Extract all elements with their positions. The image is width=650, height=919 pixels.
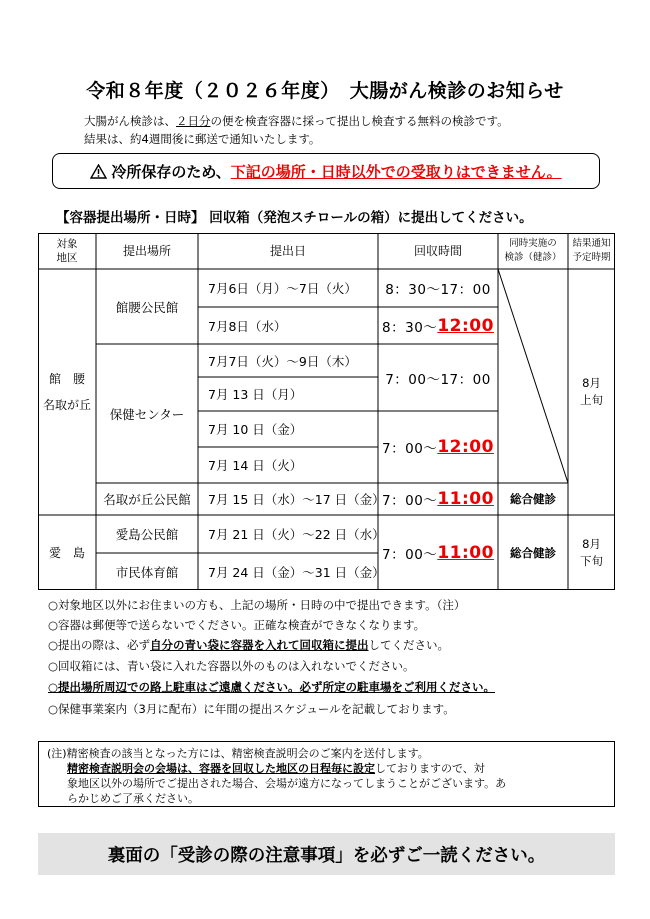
date-row-6: 7月 14 日（火）	[208, 458, 303, 473]
place-tateshi: 館腰公民館	[115, 299, 179, 315]
area-tateshi-natorigaoka: 館 腰 名取が丘	[42, 372, 91, 412]
schedule-table	[38, 233, 615, 590]
date-row-5: 7月 10 日（金）	[208, 422, 303, 437]
note-5: ○提出場所周辺での路上駐車はご遠慮ください。必ず所定の駐車場をご利用ください。	[48, 680, 496, 694]
warning-text: 冷所保存のため、	[111, 162, 231, 181]
time-row-5: 7：00～ 11:00	[382, 489, 494, 509]
header-time: 回収時間	[413, 244, 462, 258]
place-gym: 市民体育館	[115, 564, 179, 580]
intro-line-2: 結果は、約4週間後に郵送で通知いたします。	[84, 132, 321, 146]
date-row-1: 7月6日（月）～7日（火）	[208, 281, 357, 296]
date-row-2: 7月8日（水）	[208, 318, 287, 334]
warning-triangle-icon	[90, 164, 107, 179]
notice-line-3: 象地区以外の場所でご提出された場合、会場が遠方になってしまうことがございます。あ	[67, 777, 507, 790]
time-row-4: 7：00～ 12:00	[382, 437, 494, 457]
section-title: 【容器提出場所・日時】 回収箱（発泡スチロールの箱）に提出してください。	[56, 210, 533, 226]
warning-box	[52, 153, 600, 189]
header-date: 提出日	[269, 244, 306, 258]
date-row-4: 7月 13 日（月）	[208, 387, 303, 402]
time-row-2: 8：30～ 12:00	[382, 315, 494, 336]
area-medeshima: 愛 島	[48, 546, 85, 560]
note-1: ○対象地区以外にお住まいの方も、上記の場所・日時の中で提出できます。（注）	[48, 598, 466, 612]
note-2: ○容器は郵便等で送らないでください。正確な検査ができなくなります。	[48, 618, 426, 632]
header-exam: 同時実施の 検診（健診）	[504, 238, 562, 263]
page-title: 令和８年度（２０２６年度） 大腸がん検診のお知らせ	[86, 80, 564, 102]
notice-line-1: (注)精密検査の該当となった方には、精密検査説明会のご案内を送付します。	[47, 747, 429, 760]
warning-red-text: 下記の場所・日時以外での受取りはできません。	[230, 162, 562, 181]
place-medeshima: 愛島公民館	[115, 527, 179, 542]
date-row-8: 7月 21 日（火）～22 日（水）	[208, 527, 385, 542]
time-row-6: 7：00～ 11:00	[382, 542, 494, 563]
notice-line-2: 精密検査説明会の会場は、容器を回収した地区の日程毎に設定しておりますので、対	[67, 762, 485, 775]
date-row-3: 7月7日（火）～9日（木）	[208, 353, 357, 369]
time-row-1: 8：30～17：00	[385, 282, 491, 298]
note-6: ○保健事業案内（3月に配布）に年間の提出スケジュールを記載しております。	[48, 702, 455, 716]
place-natorigaoka: 名取が丘公民館	[103, 492, 191, 507]
notice-box	[38, 741, 615, 807]
note-3: ○提出の際は、必ず自分の青い袋に容器を入れて回収箱に提出してください。	[48, 638, 450, 652]
place-hoken-center: 保健センター	[109, 406, 185, 422]
result-late-aug: 8月 下旬	[580, 536, 603, 568]
time-row-3: 7：00～17：00	[385, 371, 491, 388]
header-result: 結果通知 予定時期	[572, 238, 611, 263]
exam-sogo-1: 総合健診	[510, 492, 556, 506]
note-4: ○回収箱には、青い袋に入れた容器以外のものは入れないでください。	[48, 659, 415, 673]
exam-sogo-2: 総合健診	[510, 545, 556, 560]
notice-line-4: らかじめご了承ください。	[67, 792, 199, 805]
bottom-banner: 裏面の「受診の際の注意事項」を必ずご一読ください。	[38, 833, 615, 875]
date-row-9: 7月 24 日（金）～31 日（金）	[208, 564, 385, 580]
header-place: 提出場所	[122, 244, 171, 258]
header-area: 対象 地区	[56, 238, 78, 264]
result-early-aug: 8月 上旬	[580, 376, 603, 407]
intro-line-1: 大腸がん検診は、２日分の便を検査容器に採って提出し検査する無料の検診です。	[84, 114, 509, 128]
date-row-7: 7月 15 日（水）～17 日（金）	[208, 492, 385, 507]
